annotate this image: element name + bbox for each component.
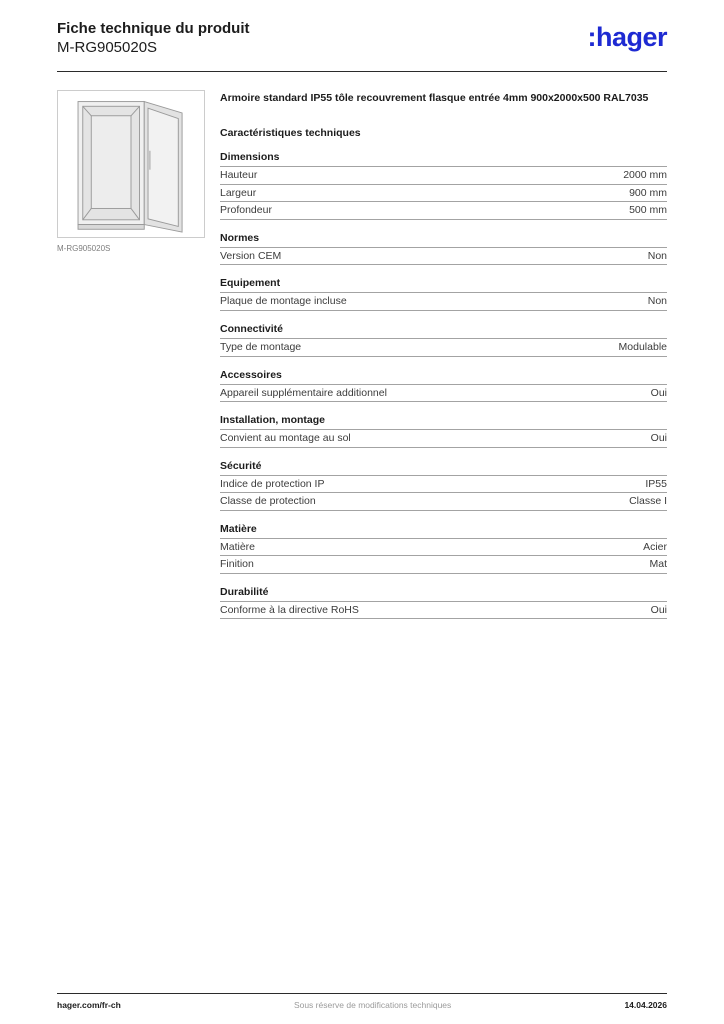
section-rows (220, 429, 667, 448)
spec-row (220, 292, 667, 310)
spec-value: 900 mm (629, 186, 667, 199)
spec-row (220, 601, 667, 619)
spec-row (220, 538, 667, 556)
spec-label: Version CEM (220, 249, 282, 262)
product-image-column (57, 90, 207, 620)
section-rows (220, 601, 667, 620)
section-heading: Equipement (220, 277, 281, 290)
characteristics-title: Caractéristiques techniques (220, 127, 361, 140)
spec-label: Matière (220, 540, 256, 553)
spec-label: Classe de protection (220, 495, 316, 508)
section (220, 414, 667, 448)
spec-value: Mat (649, 558, 667, 571)
section (220, 323, 667, 357)
spec-row (220, 555, 667, 573)
spec-value: Oui (650, 432, 667, 445)
section-rows (220, 338, 667, 357)
section-rows (220, 475, 667, 511)
section (220, 586, 667, 620)
spec-value: Acier (643, 540, 667, 553)
spec-value: Classe I (629, 495, 667, 508)
section-rows (220, 538, 667, 574)
section (220, 277, 667, 311)
section (220, 151, 667, 220)
spec-label: Indice de protection IP (220, 477, 325, 490)
product-description: Armoire standard IP55 tôle recouvrement flasque entrée 4mm 900x2000x500 RAL7035 (220, 91, 649, 104)
specs-column (220, 90, 667, 620)
spec-row (220, 184, 667, 202)
spec-row (220, 475, 667, 493)
spec-label: Finition (220, 558, 254, 571)
spec-label: Convient au montage au sol (220, 432, 351, 445)
spec-row (220, 429, 667, 447)
spec-value: IP55 (645, 477, 667, 490)
section-heading: Matière (220, 522, 257, 535)
spec-label: Appareil supplémentaire additionnel (220, 386, 387, 399)
spec-label: Hauteur (220, 169, 258, 182)
spec-value: Oui (650, 386, 667, 399)
section-heading: Sécurité (220, 459, 262, 472)
footer-divider (57, 993, 667, 994)
product-image-caption: M-RG905020S (57, 243, 111, 253)
spec-label: Type de montage (220, 340, 302, 353)
header-titles (57, 20, 250, 58)
section-rows (220, 166, 667, 220)
hager-logo: :hager (587, 22, 667, 52)
spec-value: 500 mm (629, 204, 667, 217)
main-content (57, 90, 667, 620)
spec-value: Non (647, 249, 667, 262)
section-heading: Accessoires (220, 368, 282, 381)
footer-row (57, 1000, 667, 1010)
spec-value: Oui (650, 603, 667, 616)
spec-value: Modulable (618, 340, 667, 353)
cabinet-drawing-icon (63, 94, 199, 234)
spec-label: Profondeur (220, 204, 272, 217)
spec-row (220, 384, 667, 402)
section-heading: Dimensions (220, 151, 280, 164)
spec-row (220, 492, 667, 510)
footer (57, 993, 667, 1010)
section (220, 460, 667, 511)
section-heading: Installation, montage (220, 414, 326, 427)
section-heading: Durabilité (220, 585, 269, 598)
product-image (57, 90, 205, 238)
section-heading: Normes (220, 231, 260, 244)
spec-label: Largeur (220, 186, 257, 199)
spec-row (220, 338, 667, 356)
section (220, 523, 667, 574)
footer-date: 14.04.2026 (624, 1000, 667, 1010)
spec-row (220, 166, 667, 184)
section-rows (220, 384, 667, 403)
product-code: M-RG905020S (57, 38, 158, 56)
spec-row (220, 201, 667, 219)
section (220, 232, 667, 266)
footer-disclaimer: Sous réserve de modifications techniques (293, 1000, 452, 1010)
spec-value: 2000 mm (623, 169, 667, 182)
sections (220, 151, 667, 619)
spec-value: Non (647, 295, 667, 308)
header (57, 20, 667, 58)
spec-row (220, 247, 667, 265)
section-rows (220, 247, 667, 266)
spec-label: Plaque de montage incluse (220, 295, 347, 308)
header-divider (57, 71, 667, 72)
footer-website: hager.com/fr-ch (57, 1000, 121, 1010)
section-heading: Connectivité (220, 322, 284, 335)
section (220, 369, 667, 403)
spec-label: Conforme à la directive RoHS (220, 603, 359, 616)
page-title: Fiche technique du produit (57, 20, 250, 37)
section-rows (220, 292, 667, 311)
